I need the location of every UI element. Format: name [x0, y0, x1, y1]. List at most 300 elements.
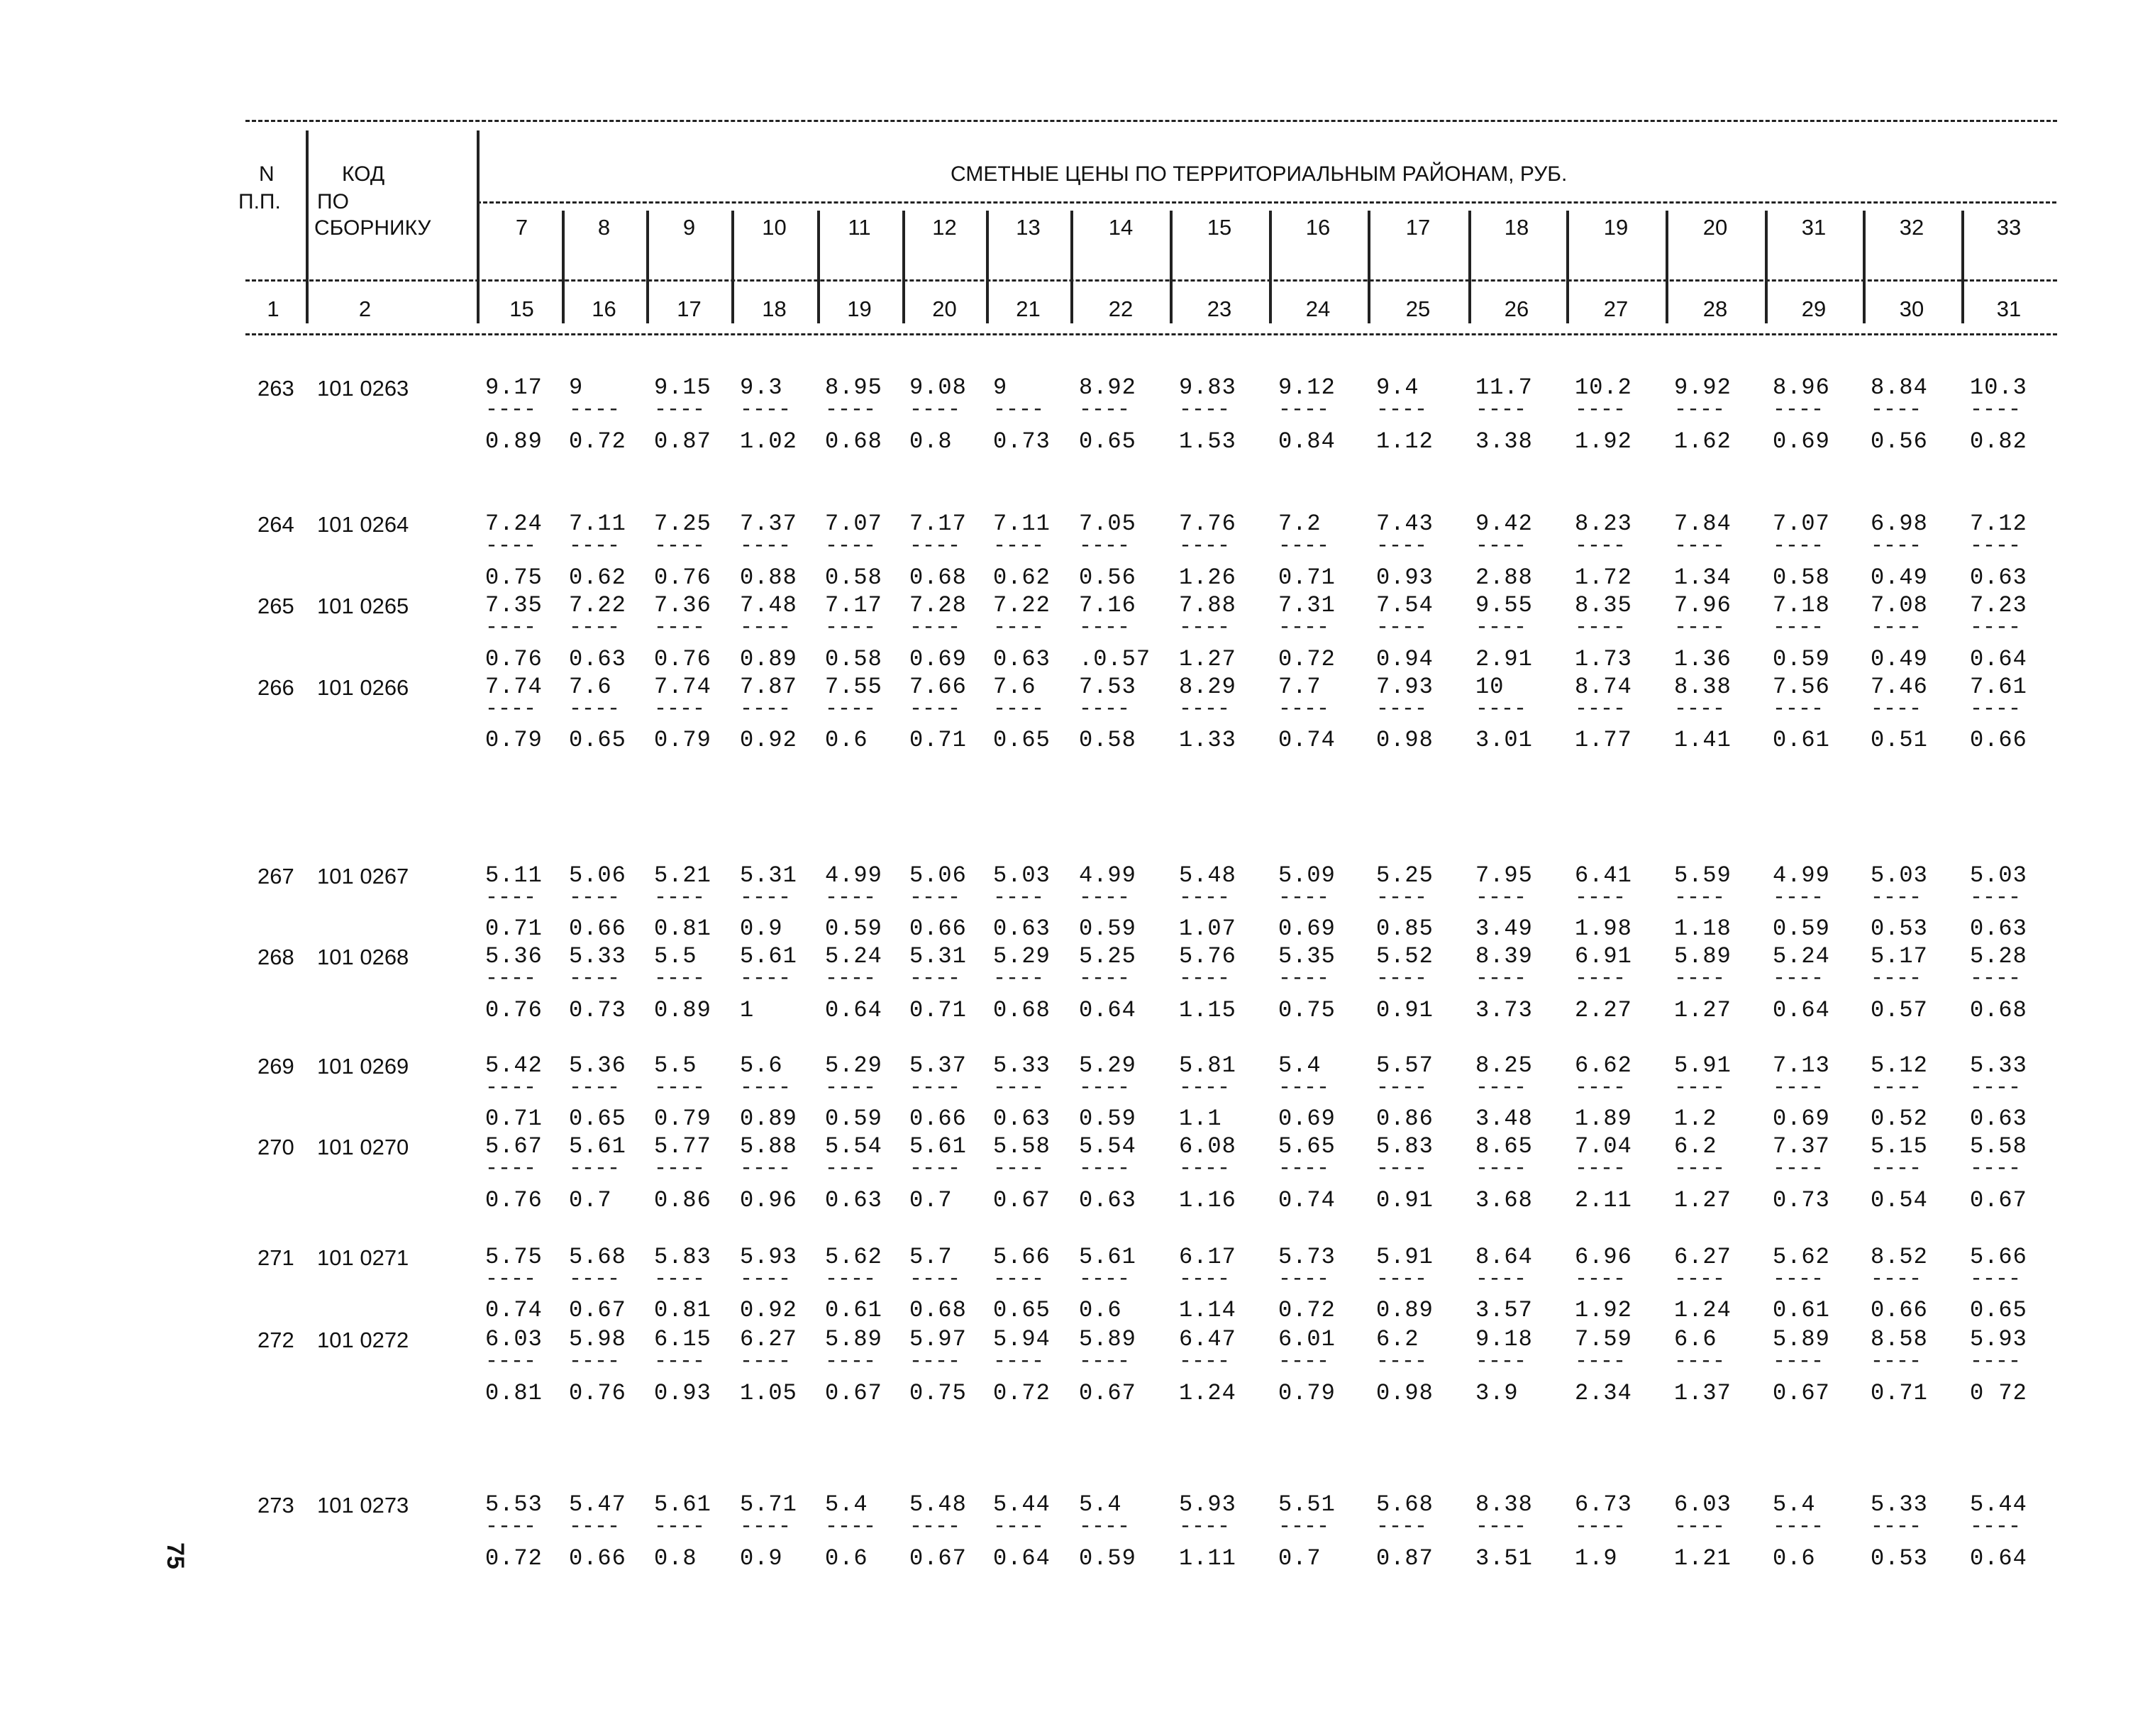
- fraction-separator: ----: [1278, 886, 1330, 910]
- price-bottom-value: 1.34: [1674, 564, 1732, 591]
- price-top-value: 5.52: [1376, 943, 1434, 969]
- price-top-value: 6.96: [1575, 1244, 1632, 1270]
- price-top-value: 7.17: [909, 511, 967, 537]
- fraction-separator: ----: [1376, 398, 1428, 422]
- price-top-value: 9.15: [654, 374, 711, 401]
- price-top-value: 5.33: [993, 1052, 1051, 1079]
- fraction-separator: ----: [1278, 697, 1330, 721]
- region-number-32: 32: [1899, 215, 1924, 240]
- fraction-separator: ----: [1575, 1350, 1627, 1374]
- price-top-value: 5.4: [1773, 1491, 1816, 1518]
- price-top-value: 5.98: [569, 1326, 626, 1352]
- price-top-value: 8.84: [1871, 374, 1928, 401]
- price-bottom-value: 0.67: [1079, 1380, 1136, 1406]
- price-bottom-value: 0.74: [1278, 1187, 1336, 1213]
- row-code: 101 0269: [317, 1054, 409, 1079]
- price-bottom-value: 0.49: [1871, 564, 1928, 591]
- price-top-value: 7.56: [1773, 674, 1830, 700]
- header-divider-1: [306, 130, 309, 323]
- price-bottom-value: 0.8: [909, 428, 953, 455]
- fraction-separator: ----: [1278, 534, 1330, 558]
- fraction-separator: ----: [1871, 1267, 1922, 1291]
- price-top-value: 5.4: [825, 1491, 868, 1518]
- fraction-separator: ----: [993, 398, 1045, 422]
- price-top-value: 5.33: [1970, 1052, 2027, 1079]
- fraction-separator: ----: [1376, 967, 1428, 991]
- price-top-value: 5.83: [654, 1244, 711, 1270]
- price-bottom-value: 0.96: [740, 1187, 797, 1213]
- fraction-separator: ----: [825, 1350, 877, 1374]
- price-top-value: 7.95: [1475, 862, 1533, 889]
- price-bottom-value: 3.9: [1475, 1380, 1519, 1406]
- fraction-separator: ----: [740, 534, 792, 558]
- price-bottom-value: 0.59: [1773, 916, 1830, 942]
- code-label-2: ПО: [317, 190, 349, 213]
- fraction-separator: ----: [993, 697, 1045, 721]
- fraction-separator: ----: [1773, 697, 1824, 721]
- price-bottom-value: 0.66: [909, 1106, 967, 1132]
- price-bottom-value: 0.58: [825, 564, 882, 591]
- price-top-value: 7.74: [485, 674, 543, 700]
- fraction-separator: ----: [1674, 886, 1726, 910]
- price-bottom-value: 0.67: [825, 1380, 882, 1406]
- price-bottom-value: 3.48: [1475, 1106, 1533, 1132]
- fraction-separator: ----: [1278, 1076, 1330, 1100]
- fraction-separator: ----: [1278, 1515, 1330, 1539]
- price-top-value: 9.92: [1674, 374, 1732, 401]
- price-bottom-value: 1.53: [1179, 428, 1236, 455]
- price-bottom-value: 3.51: [1475, 1545, 1533, 1571]
- fraction-separator: ----: [1475, 697, 1527, 721]
- index-number-20: 20: [932, 296, 957, 321]
- fraction-separator: ----: [740, 886, 792, 910]
- price-top-value: 7.36: [654, 592, 711, 618]
- price-top-value: 7.11: [993, 511, 1051, 537]
- fraction-separator: ----: [1674, 398, 1726, 422]
- fraction-separator: ----: [740, 1157, 792, 1181]
- price-bottom-value: 1.26: [1179, 564, 1236, 591]
- price-bottom-value: 0.72: [485, 1545, 543, 1571]
- price-top-value: 5.24: [825, 943, 882, 969]
- fraction-separator: ----: [1674, 1515, 1726, 1539]
- fraction-separator: ----: [1674, 1350, 1726, 1374]
- fraction-separator: ----: [1475, 967, 1527, 991]
- fraction-separator: ----: [485, 1267, 537, 1291]
- fraction-separator: ----: [1278, 398, 1330, 422]
- price-bottom-value: 0.67: [569, 1297, 626, 1323]
- fraction-separator: ----: [1871, 1157, 1922, 1181]
- price-top-value: 7.28: [909, 592, 967, 618]
- fraction-separator: ----: [1773, 616, 1824, 640]
- price-bottom-value: 0.61: [1773, 1297, 1830, 1323]
- price-top-value: 7.11: [569, 511, 626, 537]
- price-bottom-value: 0.7: [569, 1187, 612, 1213]
- index-number-19: 19: [847, 296, 872, 321]
- price-top-value: 6.08: [1179, 1133, 1236, 1159]
- price-top-value: 5.11: [485, 862, 543, 889]
- price-bottom-value: 0.66: [1970, 727, 2027, 753]
- fraction-separator: ----: [909, 1267, 961, 1291]
- price-top-value: 7.55: [825, 674, 882, 700]
- price-top-value: 5.36: [485, 943, 543, 969]
- price-bottom-value: 1.37: [1674, 1380, 1732, 1406]
- fraction-separator: ----: [1674, 1076, 1726, 1100]
- price-top-value: 8.64: [1475, 1244, 1533, 1270]
- fraction-separator: ----: [993, 1076, 1045, 1100]
- fraction-separator: ----: [1278, 1267, 1330, 1291]
- region-number-12: 12: [932, 215, 957, 240]
- region-number-10: 10: [762, 215, 787, 240]
- price-top-value: 5.03: [993, 862, 1051, 889]
- price-bottom-value: 0.66: [1871, 1297, 1928, 1323]
- fraction-separator: ----: [993, 1157, 1045, 1181]
- price-bottom-value: .0.57: [1079, 646, 1151, 672]
- price-bottom-value: 3.57: [1475, 1297, 1533, 1323]
- row-code: 101 0271: [317, 1245, 409, 1270]
- price-bottom-value: 0.72: [993, 1380, 1051, 1406]
- fraction-separator: ----: [485, 1157, 537, 1181]
- fraction-separator: ----: [1773, 534, 1824, 558]
- price-bottom-value: 1.27: [1674, 1187, 1732, 1213]
- index-number-1: 1: [267, 296, 279, 321]
- price-top-value: 5.58: [993, 1133, 1051, 1159]
- fraction-separator: ----: [1970, 967, 2022, 991]
- price-top-value: 7.22: [993, 592, 1051, 618]
- price-top-value: 7.07: [825, 511, 882, 537]
- price-bottom-value: 0.73: [1773, 1187, 1830, 1213]
- price-bottom-value: 0.64: [993, 1545, 1051, 1571]
- price-bottom-value: 0.98: [1376, 727, 1434, 753]
- fraction-separator: ----: [485, 1076, 537, 1100]
- price-top-value: 7.07: [1773, 511, 1830, 537]
- price-bottom-value: 0.76: [569, 1380, 626, 1406]
- price-bottom-value: 0.67: [1773, 1380, 1830, 1406]
- price-top-value: 5.89: [825, 1326, 882, 1352]
- price-bottom-value: 0.62: [993, 564, 1051, 591]
- fraction-separator: ----: [1475, 1076, 1527, 1100]
- price-top-value: 5.81: [1179, 1052, 1236, 1079]
- fraction-separator: ----: [1179, 1076, 1231, 1100]
- fraction-separator: ----: [1079, 616, 1131, 640]
- fraction-separator: ----: [909, 1350, 961, 1374]
- fraction-separator: ----: [1278, 1157, 1330, 1181]
- price-bottom-value: 0.59: [1079, 1545, 1136, 1571]
- price-bottom-value: 0.68: [825, 428, 882, 455]
- fraction-separator: ----: [740, 1515, 792, 1539]
- region-number-33: 33: [1996, 215, 2022, 240]
- fraction-separator: ----: [1773, 967, 1824, 991]
- price-bottom-value: 0.68: [1970, 997, 2027, 1023]
- fraction-separator: ----: [1773, 1076, 1824, 1100]
- fraction-separator: ----: [569, 1076, 621, 1100]
- price-top-value: 5.93: [1179, 1491, 1236, 1518]
- price-top-value: 5.61: [909, 1133, 967, 1159]
- price-bottom-value: 0.84: [1278, 428, 1336, 455]
- fraction-separator: ----: [909, 697, 961, 721]
- price-bottom-value: 0.64: [1970, 1545, 2027, 1571]
- fraction-separator: ----: [993, 967, 1045, 991]
- price-bottom-value: 0.72: [1278, 646, 1336, 672]
- price-bottom-value: 0.59: [1773, 646, 1830, 672]
- price-top-value: 5.4: [1278, 1052, 1322, 1079]
- price-bottom-value: 0.49: [1871, 646, 1928, 672]
- price-bottom-value: 1.12: [1376, 428, 1434, 455]
- fraction-separator: ----: [1575, 1267, 1627, 1291]
- price-top-value: 7.84: [1674, 511, 1732, 537]
- fraction-separator: ----: [1475, 1267, 1527, 1291]
- fraction-separator: ----: [1674, 616, 1726, 640]
- price-top-value: 9: [993, 374, 1008, 401]
- price-top-value: 10: [1475, 674, 1505, 700]
- price-top-value: 6.17: [1179, 1244, 1236, 1270]
- price-bottom-value: 0.91: [1376, 997, 1434, 1023]
- region-number-18: 18: [1504, 215, 1529, 240]
- index-number-21: 21: [1016, 296, 1041, 321]
- fraction-separator: ----: [1970, 1157, 2022, 1181]
- header-divider-2: [477, 130, 480, 323]
- price-bottom-value: 0.8: [654, 1545, 697, 1571]
- fraction-separator: ----: [1079, 1515, 1131, 1539]
- price-bottom-value: 0.64: [825, 997, 882, 1023]
- price-bottom-value: 0.92: [740, 1297, 797, 1323]
- fraction-separator: ----: [1970, 1350, 2022, 1374]
- price-top-value: 5.29: [1079, 1052, 1136, 1079]
- price-bottom-value: 1.2: [1674, 1106, 1717, 1132]
- fraction-separator: ----: [909, 398, 961, 422]
- fraction-separator: ----: [569, 886, 621, 910]
- price-bottom-value: 0.86: [654, 1187, 711, 1213]
- price-bottom-value: 0.89: [740, 646, 797, 672]
- fraction-separator: ----: [1475, 534, 1527, 558]
- price-bottom-value: 0.82: [1970, 428, 2027, 455]
- column-number-label-2: П.П.: [238, 190, 281, 213]
- index-number-15: 15: [509, 296, 534, 321]
- price-top-value: 11.7: [1475, 374, 1533, 401]
- fraction-separator: ----: [1674, 1157, 1726, 1181]
- fraction-separator: ----: [1871, 1515, 1922, 1539]
- price-top-value: 5.03: [1970, 862, 2027, 889]
- fraction-separator: ----: [1970, 697, 2022, 721]
- price-top-value: 5.12: [1871, 1052, 1928, 1079]
- fraction-separator: ----: [1376, 1350, 1428, 1374]
- price-top-value: 7.87: [740, 674, 797, 700]
- price-top-value: 5.67: [485, 1133, 543, 1159]
- price-bottom-value: 0.59: [825, 916, 882, 942]
- fraction-separator: ----: [1376, 886, 1428, 910]
- price-bottom-value: 0.7: [909, 1187, 953, 1213]
- row-code: 101 0272: [317, 1328, 409, 1352]
- price-top-value: 5.91: [1376, 1244, 1434, 1270]
- price-top-value: 10.2: [1575, 374, 1632, 401]
- price-bottom-value: 2.27: [1575, 997, 1632, 1023]
- price-top-value: 8.92: [1079, 374, 1136, 401]
- fraction-separator: ----: [1575, 1157, 1627, 1181]
- price-bottom-value: 1.1: [1179, 1106, 1222, 1132]
- fraction-separator: ----: [825, 1076, 877, 1100]
- price-bottom-value: 0.63: [1079, 1187, 1136, 1213]
- region-number-31: 31: [1801, 215, 1827, 240]
- fraction-separator: ----: [1079, 1350, 1131, 1374]
- price-top-value: 5.31: [909, 943, 967, 969]
- fraction-separator: ----: [740, 967, 792, 991]
- price-top-value: 7.48: [740, 592, 797, 618]
- price-top-value: 5.57: [1376, 1052, 1434, 1079]
- price-bottom-value: 0.91: [1376, 1187, 1434, 1213]
- price-bottom-value: 1.27: [1674, 997, 1732, 1023]
- price-top-value: 5.73: [1278, 1244, 1336, 1270]
- price-top-value: 5.5: [654, 1052, 697, 1079]
- index-number-31: 31: [1996, 296, 2022, 321]
- price-top-value: 9: [569, 374, 584, 401]
- index-number-16: 16: [592, 296, 616, 321]
- price-bottom-value: 0.67: [909, 1545, 967, 1571]
- price-top-value: 7.13: [1773, 1052, 1830, 1079]
- index-number-25: 25: [1405, 296, 1431, 321]
- price-top-value: 5.62: [825, 1244, 882, 1270]
- price-bottom-value: 0.6: [825, 727, 868, 753]
- price-bottom-value: 0.65: [993, 727, 1051, 753]
- fraction-separator: ----: [909, 534, 961, 558]
- region-number-17: 17: [1405, 215, 1431, 240]
- fraction-separator: ----: [1376, 697, 1428, 721]
- price-bottom-value: 0.93: [1376, 564, 1434, 591]
- price-top-value: 4.99: [1079, 862, 1136, 889]
- price-top-value: 6.6: [1674, 1326, 1717, 1352]
- price-top-value: 7.12: [1970, 511, 2027, 537]
- price-top-value: 5.09: [1278, 862, 1336, 889]
- price-bottom-value: 0.7: [1278, 1545, 1322, 1571]
- price-bottom-value: 0.58: [825, 646, 882, 672]
- fraction-separator: ----: [993, 1515, 1045, 1539]
- fraction-separator: ----: [1179, 1267, 1231, 1291]
- price-top-value: 5.68: [1376, 1491, 1434, 1518]
- price-top-value: 6.91: [1575, 943, 1632, 969]
- fraction-separator: ----: [740, 398, 792, 422]
- fraction-separator: ----: [1970, 886, 2022, 910]
- fraction-separator: ----: [569, 1157, 621, 1181]
- price-top-value: 7.59: [1575, 1326, 1632, 1352]
- price-bottom-value: 0.63: [1970, 564, 2027, 591]
- fraction-separator: ----: [1179, 534, 1231, 558]
- fraction-separator: ----: [909, 886, 961, 910]
- price-top-value: 7.23: [1970, 592, 2027, 618]
- price-bottom-value: 0.69: [909, 646, 967, 672]
- fraction-separator: ----: [909, 1157, 961, 1181]
- fraction-separator: ----: [1575, 1076, 1627, 1100]
- price-bottom-value: 0.9: [740, 916, 783, 942]
- price-bottom-value: 1.33: [1179, 727, 1236, 753]
- fraction-separator: ----: [1871, 967, 1922, 991]
- price-bottom-value: 1.14: [1179, 1297, 1236, 1323]
- fraction-separator: ----: [654, 697, 706, 721]
- price-top-value: 8.38: [1674, 674, 1732, 700]
- price-top-value: 8.38: [1475, 1491, 1533, 1518]
- price-top-value: 8.39: [1475, 943, 1533, 969]
- price-top-value: 5.48: [909, 1491, 967, 1518]
- price-top-value: 4.99: [1773, 862, 1830, 889]
- price-bottom-value: 0.98: [1376, 1380, 1434, 1406]
- price-bottom-value: 0.52: [1871, 1106, 1928, 1132]
- fraction-separator: ----: [1575, 398, 1627, 422]
- fraction-separator: ----: [1674, 1267, 1726, 1291]
- row-number: 269: [257, 1054, 294, 1079]
- row-code: 101 0273: [317, 1493, 409, 1518]
- price-bottom-value: 0.57: [1871, 997, 1928, 1023]
- price-top-value: 7.46: [1871, 674, 1928, 700]
- price-bottom-value: 0.69: [1773, 428, 1830, 455]
- fraction-separator: ----: [909, 1515, 961, 1539]
- price-top-value: 7.25: [654, 511, 711, 537]
- region-number-7: 7: [515, 215, 528, 240]
- price-top-value: 8.95: [825, 374, 882, 401]
- price-top-value: 5.4: [1079, 1491, 1122, 1518]
- price-bottom-value: 0.76: [485, 646, 543, 672]
- fraction-separator: ----: [993, 534, 1045, 558]
- fraction-separator: ----: [1376, 1267, 1428, 1291]
- fraction-separator: ----: [485, 1350, 537, 1374]
- price-bottom-value: 0.79: [654, 727, 711, 753]
- price-top-value: 5.5: [654, 943, 697, 969]
- price-top-value: 9.12: [1278, 374, 1336, 401]
- price-bottom-value: 0.87: [1376, 1545, 1434, 1571]
- price-bottom-value: 0.58: [1773, 564, 1830, 591]
- price-top-value: 5.28: [1970, 943, 2027, 969]
- price-bottom-value: 1.24: [1179, 1380, 1236, 1406]
- fraction-separator: ----: [654, 616, 706, 640]
- price-top-value: 5.71: [740, 1491, 797, 1518]
- fraction-separator: ----: [1179, 697, 1231, 721]
- region-number-11: 11: [848, 215, 871, 240]
- price-bottom-value: 1.89: [1575, 1106, 1632, 1132]
- price-bottom-value: 0.63: [993, 1106, 1051, 1132]
- price-bottom-value: 0.86: [1376, 1106, 1434, 1132]
- price-top-value: 5.54: [1079, 1133, 1136, 1159]
- price-bottom-value: 0.61: [1773, 727, 1830, 753]
- price-bottom-value: 0.65: [569, 727, 626, 753]
- price-bottom-value: 0.93: [654, 1380, 711, 1406]
- index-number-30: 30: [1899, 296, 1924, 321]
- price-top-value: 7.74: [654, 674, 711, 700]
- price-bottom-value: 1.27: [1179, 646, 1236, 672]
- fraction-separator: ----: [485, 886, 537, 910]
- row-number: 266: [257, 675, 294, 700]
- fraction-separator: ----: [1773, 1267, 1824, 1291]
- fraction-separator: ----: [1376, 1076, 1428, 1100]
- fraction-separator: ----: [654, 886, 706, 910]
- price-bottom-value: 0.79: [1278, 1380, 1336, 1406]
- price-top-value: 5.62: [1773, 1244, 1830, 1270]
- price-bottom-value: 0.63: [569, 646, 626, 672]
- price-bottom-value: 3.68: [1475, 1187, 1533, 1213]
- price-bottom-value: 0.58: [1079, 727, 1136, 753]
- price-top-value: 5.06: [909, 862, 967, 889]
- price-bottom-value: 0 72: [1970, 1380, 2027, 1406]
- fraction-separator: ----: [1079, 967, 1131, 991]
- title-underline-rule: [477, 201, 2056, 204]
- price-top-value: 5.89: [1773, 1326, 1830, 1352]
- price-top-value: 7.37: [1773, 1133, 1830, 1159]
- fraction-separator: ----: [1575, 1515, 1627, 1539]
- price-bottom-value: 0.56: [1079, 564, 1136, 591]
- price-top-value: 7.76: [1179, 511, 1236, 537]
- fraction-separator: ----: [825, 534, 877, 558]
- price-bottom-value: 0.76: [654, 564, 711, 591]
- fraction-separator: ----: [1674, 697, 1726, 721]
- price-bottom-value: 1.16: [1179, 1187, 1236, 1213]
- fraction-separator: ----: [1376, 616, 1428, 640]
- price-top-value: 5.89: [1674, 943, 1732, 969]
- price-bottom-value: 0.66: [909, 916, 967, 942]
